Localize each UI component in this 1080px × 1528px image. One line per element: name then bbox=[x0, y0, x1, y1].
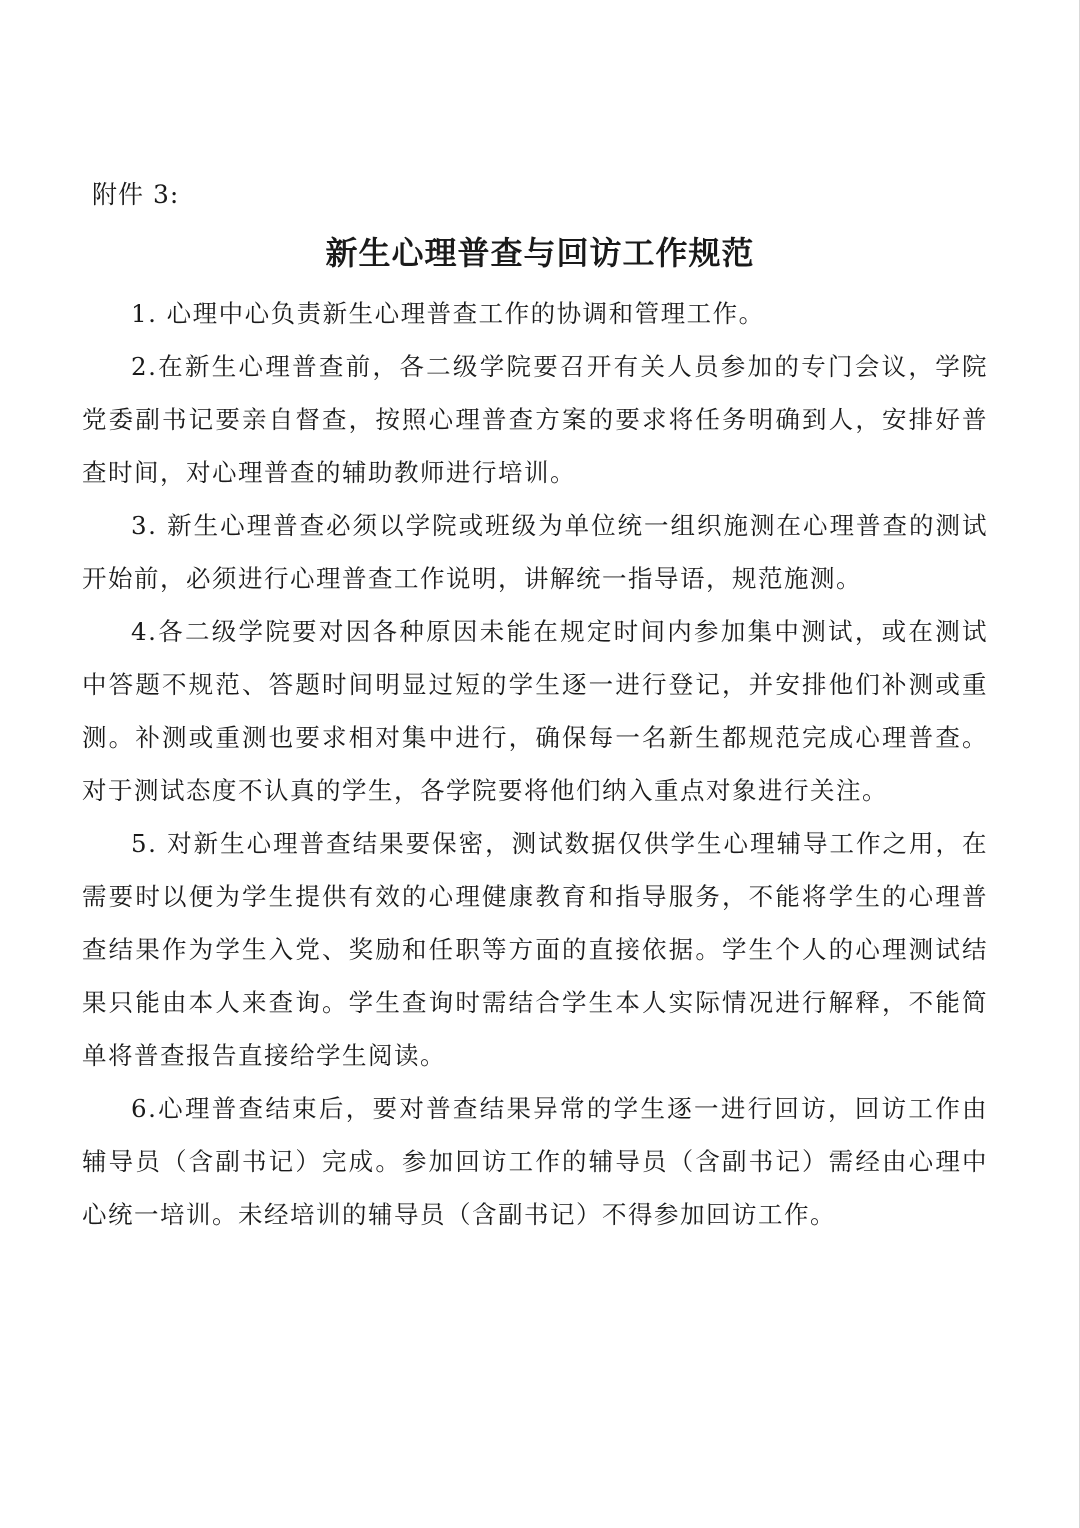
paragraph-6: 6.心理普查结束后，要对普查结果异常的学生逐一进行回访，回访工作由辅导员（含副书记）完成。参加回访工作的辅导员（含副书记）需经由心理中心统一培训。未经培训的辅导员（含副书记）不得参加回访工作。 bbox=[82, 1094, 988, 1229]
paragraph-1: 1. 心理中心负责新生心理普查工作的协调和管理工作。 bbox=[131, 299, 765, 328]
paragraph-3: 3. 新生心理普查必须以学院或班级为单位统一组织施测在心理普查的测试开始前，必须进行心理普查工作说明，讲解统一指导语，规范施测。 bbox=[82, 511, 988, 593]
attachment-label: 附件 3: bbox=[92, 180, 180, 209]
document-body bbox=[82, 287, 988, 1241]
paragraph-4: 4.各二级学院要对因各种原因未能在规定时间内参加集中测试，或在测试中答题不规范、答题时间明显过短的学生逐一进行登记，并安排他们补测或重测。补测或重测也要求相对集中进行，确保每一名新生都规范完成心理普查。对于测试态度不认真的学生，各学院要将他们纳入重点对象进行关注。 bbox=[82, 617, 988, 805]
paragraph-5: 5. 对新生心理普查结果要保密，测试数据仅供学生心理辅导工作之用，在需要时以便为学生提供有效的心理健康教育和指导服务，不能将学生的心理普查结果作为学生入党、奖励和任职等方面的直接依据。学生个人的心理测试结果只能由本人来查询。学生查询时需结合学生本人实际情况进行解释，不能简单将普查报告直接给学生阅读。 bbox=[82, 829, 988, 1070]
document-title: 新生心理普查与回访工作规范 bbox=[325, 234, 755, 272]
paragraph-2: 2.在新生心理普查前，各二级学院要召开有关人员参加的专门会议，学院党委副书记要亲自督查，按照心理普查方案的要求将任务明确到人，安排好普查时间，对心理普查的辅助教师进行培训。 bbox=[82, 352, 988, 487]
